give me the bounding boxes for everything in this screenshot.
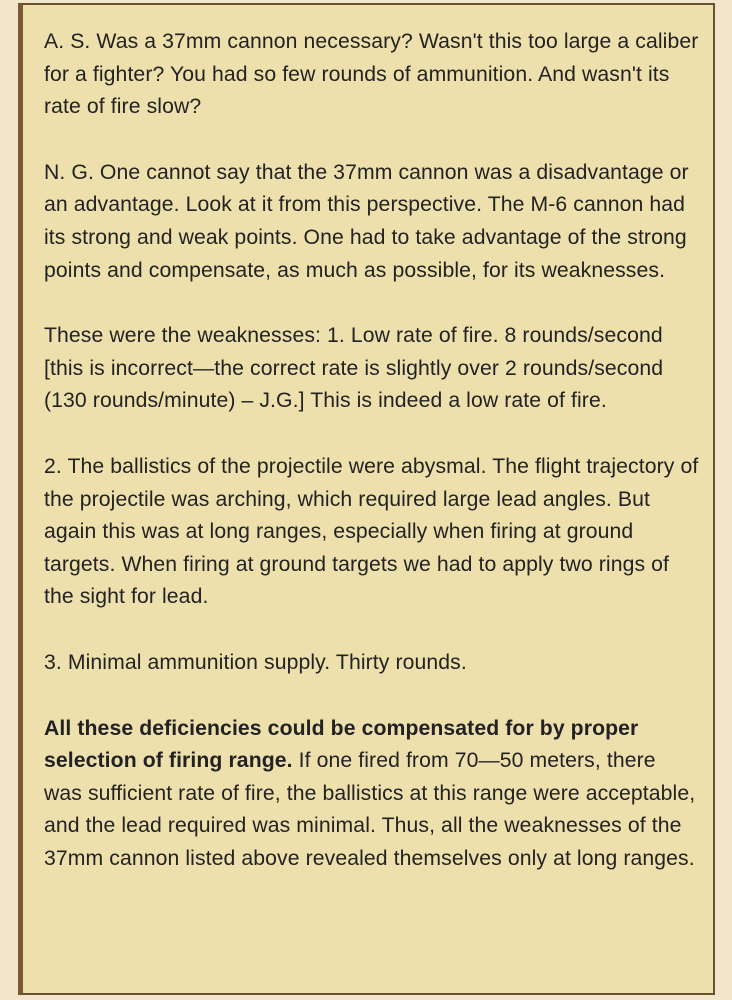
paragraph-conclusion: [44, 713, 699, 876]
paragraph-question: [44, 26, 699, 124]
paragraph-text: A. S. Was a 37mm cannon necessary? Wasn't this too large a caliber for a fighter? You had so few rounds of ammunition. And wasn't its rate of fire slow?: [44, 30, 699, 119]
paragraph-text: 3. Minimal ammunition supply. Thirty rounds.: [44, 650, 467, 674]
paragraph-weakness-2: [44, 451, 699, 614]
quote-panel: [18, 3, 715, 995]
paragraph-answer-intro: [44, 157, 699, 287]
paragraph-bold-lead: All these deficiencies could be compensated for by proper selection of firing range.: [44, 716, 639, 773]
paragraph-weakness-3: [44, 647, 699, 680]
paragraph-weakness-1: [44, 320, 699, 418]
paragraph-text: 2. The ballistics of the projectile were abysmal. The flight trajectory of the projectile was arching, which required large lead angles. But again this was at long ranges, especially when firing at ground targets. When firing at ground targets we had to apply two rings of the sight for lead.: [44, 454, 699, 609]
paragraph-text: N. G. One cannot say that the 37mm cannon was a disadvantage or an advantage. Look at it from this perspective. The M-6 cannon had its strong and weak points. One had to take advantage of the strong points and compensate, as much as possible, for its weaknesses.: [44, 160, 689, 282]
paragraph-text: These were the weaknesses: 1. Low rate of fire. 8 rounds/second [this is incorrect—the correct rate is slightly over 2 rounds/second (130 rounds/minute) – J.G.] This is indeed a low rate of fire.: [44, 324, 664, 413]
paragraph-text: If one fired from 70—50 meters, there was sufficient rate of fire, the ballistics at this range were acceptable, and the lead required was minimal. Thus, all the weaknesses of the 37mm cannon listed above revealed themselves only at long ranges.: [44, 749, 696, 870]
interview-text: [44, 26, 699, 875]
